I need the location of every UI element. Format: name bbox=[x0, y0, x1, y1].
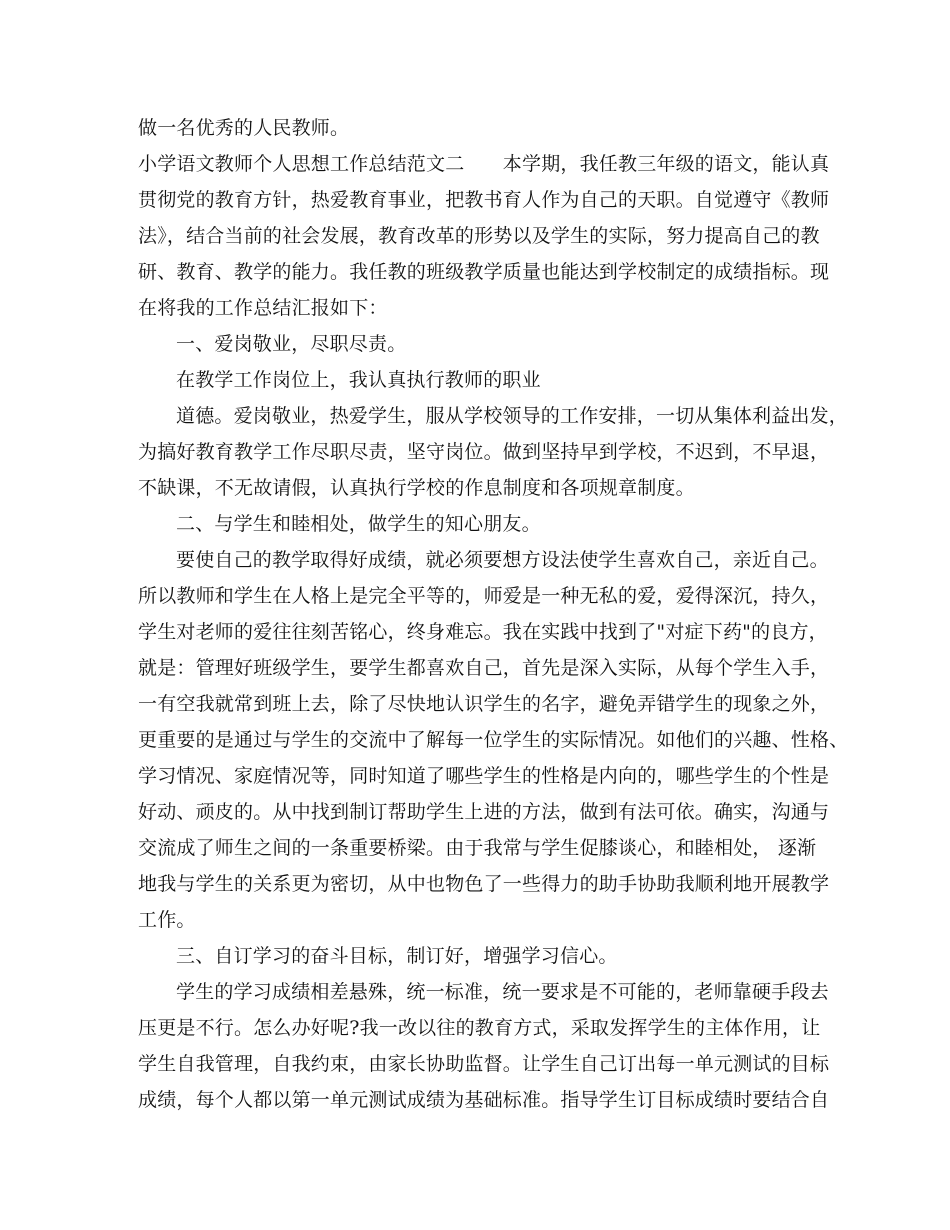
text-line: 法》，结合当前的社会发展，教育改革的形势以及学生的实际，努力提高自己的教 bbox=[138, 225, 820, 247]
text-line: 学习情况、家庭情况等，同时知道了哪些学生的性格是内向的，哪些学生的个性是 bbox=[138, 765, 830, 787]
text-line: 就是：管理好班级学生，要学生都喜欢自己，首先是深入实际，从每个学生入手， bbox=[138, 657, 830, 679]
text-line: 成绩，每个人都以第一单元测试成绩为基础标准。指导学生订目标成绩时要结合自 bbox=[138, 1089, 830, 1111]
text-line: 工作。 bbox=[138, 909, 196, 931]
text-line: 做一名优秀的人民教师。 bbox=[138, 117, 350, 139]
text-line: 研、教育、教学的能力。我任教的班级教学质量也能达到学校制定的成绩指标。现 bbox=[138, 261, 830, 283]
section-heading: 一、爱岗敬业，尽职尽责。 bbox=[176, 333, 407, 355]
text-line: 为搞好教育教学工作尽职尽责，坚守岗位。做到坚持早到学校，不迟到，不早退， bbox=[138, 441, 830, 463]
text-line: 一有空我就常到班上去，除了尽快地认识学生的名字，避免弄错学生的现象之外， bbox=[138, 693, 830, 715]
text-line: 交流成了师生之间的一条重要桥梁。由于我常与学生促膝谈心，和睦相处， 逐渐 bbox=[138, 837, 817, 859]
text-line: 小学语文教师个人思想工作总结范文二 本学期，我任教三年级的语文，能认真 bbox=[138, 153, 830, 175]
text-line: 贯彻党的教育方针，热爱教育事业，把教书育人作为自己的天职。自觉遵守《教师 bbox=[138, 189, 830, 211]
text-line: 学生自我管理，自我约束，由家长协助监督。让学生自己订出每一单元测试的目标 bbox=[138, 1053, 830, 1075]
text-line: 地我与学生的关系更为密切，从中也物色了一些得力的助手协助我顺利地开展教学 bbox=[138, 873, 830, 895]
text-line: 在教学工作岗位上，我认真执行教师的职业 bbox=[176, 369, 541, 391]
text-line: 压更是不行。怎么办好呢?我一改以往的教育方式，采取发挥学生的主体作用，让 bbox=[138, 1017, 821, 1039]
text-line: 要使自己的教学取得好成绩，就必须要想方设法使学生喜欢自己，亲近自己。 bbox=[176, 549, 829, 571]
text-line: 更重要的是通过与学生的交流中了解每一位学生的实际情况。如他们的兴趣、性格、 bbox=[138, 729, 849, 751]
section-heading: 三、自订学习的奋斗目标，制订好，增强学习信心。 bbox=[176, 945, 618, 967]
section-heading: 二、与学生和睦相处，做学生的知心朋友。 bbox=[176, 513, 541, 535]
text-line: 在将我的工作总结汇报如下： bbox=[138, 297, 388, 319]
text-line: 不缺课，不无故请假，认真执行学校的作息制度和各项规章制度。 bbox=[138, 477, 695, 499]
text-line: 学生的学习成绩相差悬殊，统一标准，统一要求是不可能的，老师靠硬手段去 bbox=[176, 981, 829, 1003]
text-line: 所以教师和学生在人格上是完全平等的，师爱是一种无私的爱，爱得深沉，持久， bbox=[138, 585, 830, 607]
text-line: 学生对老师的爱往往刻苦铭心，终身难忘。我在实践中找到了"对症下药"的良方， bbox=[138, 621, 828, 643]
text-line: 道德。爱岗敬业，热爱学生，服从学校领导的工作安排，一切从集体利益出发， bbox=[176, 405, 849, 427]
text-line: 好动、顽皮的。从中找到制订帮助学生上进的方法，做到有法可依。确实，沟通与 bbox=[138, 801, 830, 823]
